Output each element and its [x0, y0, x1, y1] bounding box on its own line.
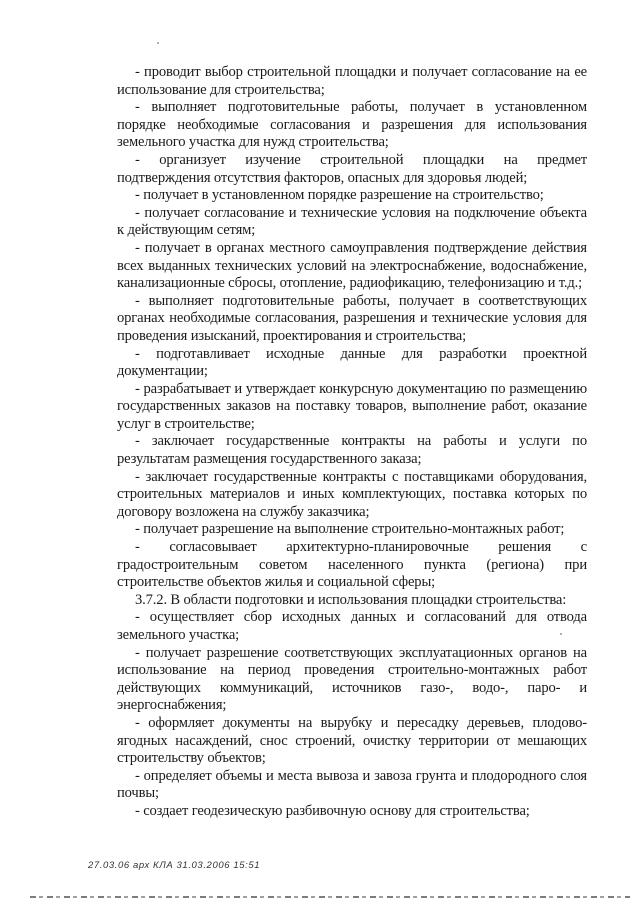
paragraph: - согласовывает архитектурно-планировочные решения с градостроительным советом населенного пункта (региона) при строительстве объектов жилья и социальной сферы;: [117, 539, 587, 591]
paragraph: - получает в органах местного самоуправления подтверждение действия всех выданных технических условий на электроснабжение, водоснабжение, канализационные сбросы, отопление, радиофикацию, телефонизацию и т.д.;: [117, 239, 587, 292]
page-footer: 27.03.06 арх КЛА 31.03.2006 15:51: [88, 860, 261, 871]
paragraph: - создает геодезическую разбивочную основу для строительства;: [135, 802, 530, 819]
scan-speck: [157, 42, 159, 44]
scan-speck: [560, 633, 562, 635]
paragraph: - получает согласование и технические условия на подключение объекта к действующим сетям;: [117, 204, 587, 239]
paragraph: - осуществляет сбор исходных данных и согласований для отвода земельного участка;: [117, 609, 587, 643]
scan-edge-line: [30, 896, 630, 898]
paragraph: - подготавливает исходные данные для разработки проектной документации;: [117, 345, 587, 380]
paragraph: - выполняет подготовительные работы, получает в установленном порядке необходимые согласования и разрешения для использования земельного участка для нужд строительства;: [117, 99, 587, 151]
paragraph: - получает разрешение на выполнение строительно-монтажных работ;: [135, 521, 565, 538]
paragraph: - разрабатывает и утверждает конкурсную документацию по размещению государственных заказов на поставку товаров, выполнение работ, оказание услуг в строительстве;: [117, 380, 587, 432]
paragraph: - проводит выбор строительной площадки и получает согласование на ее использование для строительства;: [117, 64, 587, 98]
paragraph: - определяет объемы и места вывоза и завоза грунта и плодородного слоя почвы;: [117, 767, 587, 802]
paragraph: - организует изучение строительной площадки на предмет подтверждения отсутствия факторов, опасных для здоровья людей;: [117, 151, 587, 186]
paragraph: - заключает государственные контракты на работы и услуги по результатам размещения государственного заказа;: [117, 433, 587, 468]
document-body: [117, 64, 587, 821]
paragraph: - получает разрешение соответствующих эксплуатационных органов на использование на период проведения строительно-монтажных работ действующих коммуникаций, источников газо-, водо-, паро- и энергоснабжения;: [117, 644, 587, 714]
paragraph: - получает в установленном порядке разрешение на строительство;: [135, 187, 544, 204]
paragraph: - оформляет документы на вырубку и пересадку деревьев, плодово-ягодных насаждений, снос строений, очистку территории от мешающих строительству объектов;: [117, 714, 587, 767]
paragraph: - выполняет подготовительные работы, получает в соответствующих органах необходимые согласования, разрешения и технические условия для проведения изысканий, проектирования и строительства;: [117, 292, 587, 344]
paragraph: - заключает государственные контракты с поставщиками оборудования, строительных материалов и иных комплектующих, поставка которых по договору возложена на службу заказчика;: [117, 468, 587, 520]
section-heading: 3.7.2. В области подготовки и использования площадки строительства:: [135, 591, 567, 608]
